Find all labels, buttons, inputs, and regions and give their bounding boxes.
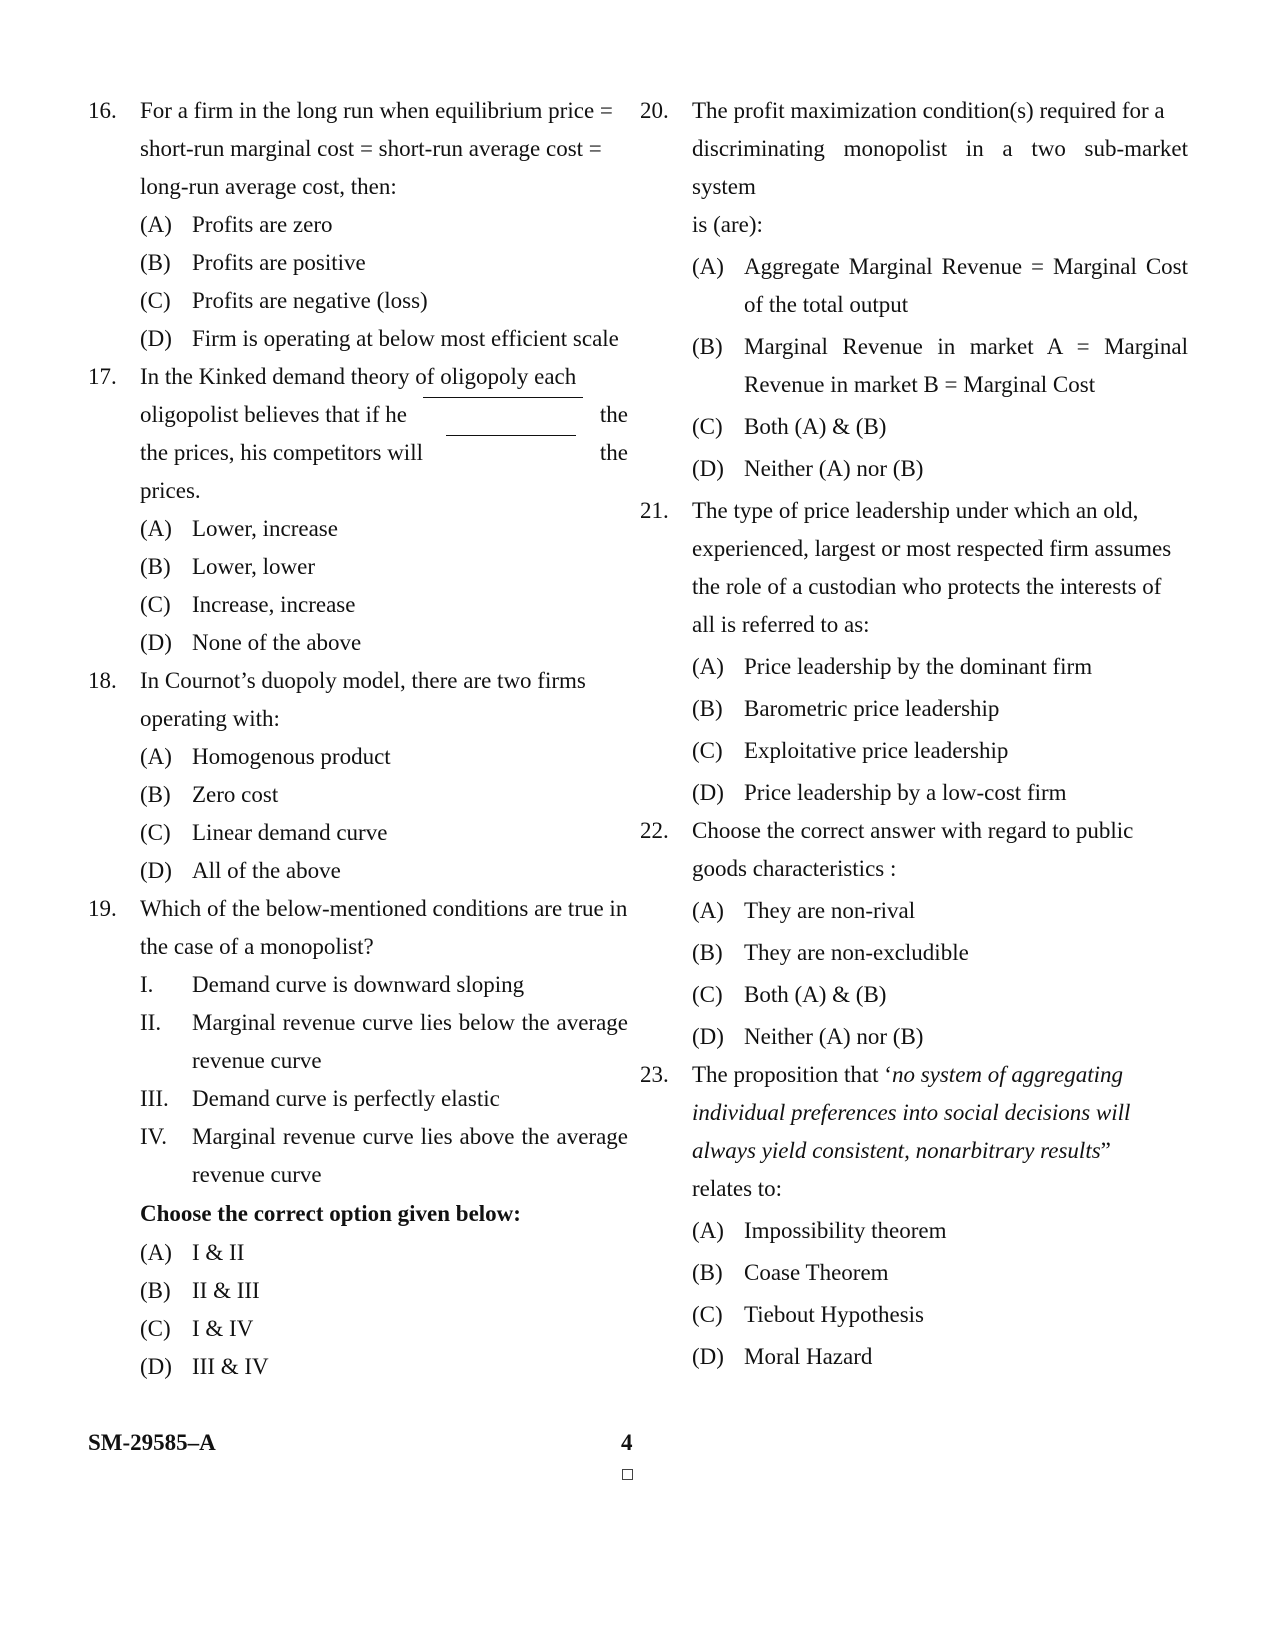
choose-instruction: Choose the correct option given below: [140, 1201, 521, 1226]
question-16 [88, 92, 628, 358]
options-list [140, 738, 628, 890]
right-column [640, 92, 1188, 1376]
statement-label: II. [140, 1010, 162, 1035]
option-label: (D) [140, 1354, 172, 1379]
option-label: (B) [140, 782, 171, 807]
page-number: 4 [621, 1430, 633, 1455]
statement-i [140, 966, 628, 1004]
option-text: Impossibility theorem [744, 1218, 947, 1243]
question-23 [640, 1056, 1188, 1376]
option-text: Both (A) & (B) [744, 414, 887, 439]
statement-iv [140, 1118, 628, 1194]
option-b[interactable] [692, 690, 1188, 728]
option-text: Price leadership by a low-cost firm [744, 780, 1067, 805]
option-text: Marginal Revenue in market A = Marginal Revenue in market B = Marginal Cost [744, 334, 1188, 397]
booklet-code: SM-29585–A [88, 1430, 216, 1455]
options-list [140, 206, 628, 358]
option-label: (C) [140, 1316, 171, 1341]
option-label: (B) [692, 696, 723, 721]
option-text: Coase Theorem [744, 1260, 889, 1285]
option-label: (A) [140, 744, 172, 769]
option-d[interactable] [692, 1018, 1188, 1056]
option-c[interactable] [692, 732, 1188, 770]
option-d[interactable] [140, 852, 628, 890]
question-line: Which of the below-mentioned conditions are true in [140, 896, 628, 921]
option-b[interactable] [140, 244, 628, 282]
question-line: the case of a monopolist? [140, 934, 374, 959]
option-c[interactable] [140, 814, 628, 852]
question-line: all is referred to as: [692, 612, 870, 637]
statement-label: III. [140, 1086, 169, 1111]
question-fragment: ” [1100, 1138, 1111, 1163]
option-text: Homogenous product [192, 744, 391, 769]
question-line: short-run marginal cost = short-run average cost = [140, 136, 602, 161]
question-number: 16. [88, 98, 117, 123]
option-text: III & IV [192, 1354, 269, 1379]
option-text: Moral Hazard [744, 1344, 873, 1369]
option-c[interactable] [140, 586, 628, 624]
option-text: Exploitative price leadership [744, 738, 1009, 763]
question-line: goods characteristics : [692, 856, 897, 881]
option-text: Neither (A) nor (B) [744, 456, 924, 481]
option-text: Zero cost [192, 782, 279, 807]
statement-text: Marginal revenue curve lies above the average revenue curve [192, 1124, 628, 1187]
option-c[interactable] [692, 1296, 1188, 1334]
option-label: (D) [692, 456, 724, 481]
option-label: (A) [692, 1218, 724, 1243]
option-label: (A) [692, 654, 724, 679]
option-label: (C) [140, 592, 171, 617]
option-a[interactable] [692, 248, 1188, 324]
question-line: discriminating monopolist in a two sub-market system [692, 136, 1188, 199]
option-b[interactable] [140, 548, 628, 586]
option-label: (A) [140, 1240, 172, 1265]
option-a[interactable] [140, 1234, 628, 1272]
option-label: (B) [140, 554, 171, 579]
option-d[interactable] [140, 320, 628, 358]
question-number: 23. [640, 1062, 669, 1087]
option-label: (C) [140, 288, 171, 313]
question-text [140, 662, 628, 738]
question-text [692, 92, 1188, 244]
question-line: operating with: [140, 706, 280, 731]
option-text: Linear demand curve [192, 820, 388, 845]
option-d[interactable] [692, 774, 1188, 812]
option-label: (B) [140, 250, 171, 275]
question-21 [640, 492, 1188, 812]
option-label: (C) [692, 414, 723, 439]
question-quote: individual preferences into social decisions will [692, 1100, 1131, 1125]
statement-text: Demand curve is perfectly elastic [192, 1086, 500, 1111]
question-fragment: the [599, 402, 628, 427]
option-label: (C) [692, 738, 723, 763]
question-fragment: the prices, his competitors will [140, 440, 423, 465]
option-a[interactable] [692, 1212, 1188, 1250]
option-text: None of the above [192, 630, 362, 655]
question-number: 18. [88, 668, 117, 693]
option-a[interactable] [140, 738, 628, 776]
option-text: Profits are positive [192, 250, 366, 275]
question-text [140, 890, 628, 966]
option-text: I & II [192, 1240, 245, 1265]
option-text: Barometric price leadership [744, 696, 1000, 721]
question-line: In the Kinked demand theory of oligopoly each [140, 364, 577, 389]
question-line: For a firm in the long run when equilibrium price = [140, 98, 613, 123]
option-label: (C) [692, 982, 723, 1007]
question-text [692, 492, 1188, 644]
options-list [140, 1234, 628, 1386]
question-17 [88, 358, 628, 662]
option-b[interactable] [692, 328, 1188, 404]
option-d[interactable] [692, 1338, 1188, 1376]
statements-list [140, 966, 628, 1194]
option-text: Increase, increase [192, 592, 356, 617]
statement-text: Marginal revenue curve lies below the average revenue curve [192, 1010, 628, 1073]
question-fragment: the [599, 440, 628, 465]
question-line [692, 1056, 1188, 1094]
options-list [140, 510, 628, 662]
option-text: Firm is operating at below most efficient scale [192, 326, 619, 351]
option-label: (D) [140, 326, 172, 351]
option-text: Price leadership by the dominant firm [744, 654, 1093, 679]
statement-label: I. [140, 972, 154, 997]
option-label: (D) [140, 858, 172, 883]
option-text: Lower, lower [192, 554, 315, 579]
option-label: (A) [692, 254, 724, 279]
question-line: the role of a custodian who protects the interests of [692, 574, 1162, 599]
statement-text: Demand curve is downward sloping [192, 972, 525, 997]
option-text: They are non-rival [744, 898, 916, 923]
option-b[interactable] [140, 776, 628, 814]
option-c[interactable] [692, 976, 1188, 1014]
option-label: (D) [692, 780, 724, 805]
left-column [88, 92, 628, 1386]
option-label: (D) [692, 1024, 724, 1049]
option-text: Aggregate Marginal Revenue = Marginal Cost of the total output [744, 254, 1188, 317]
option-text: Lower, increase [192, 516, 338, 541]
question-text [692, 1056, 1188, 1208]
options-list [692, 892, 1188, 1056]
option-a[interactable] [692, 892, 1188, 930]
fill-blank [423, 396, 583, 398]
question-20 [640, 92, 1188, 488]
options-list [692, 648, 1188, 812]
option-a[interactable] [692, 648, 1188, 686]
option-c[interactable] [140, 282, 628, 320]
question-line [140, 396, 628, 434]
option-text: Profits are zero [192, 212, 333, 237]
question-text [692, 812, 1188, 888]
option-text: Neither (A) nor (B) [744, 1024, 924, 1049]
footer-square-mark [622, 1469, 633, 1480]
question-number: 19. [88, 896, 117, 921]
question-number: 22. [640, 818, 669, 843]
options-list [692, 1212, 1188, 1376]
option-text: Profits are negative (loss) [192, 288, 428, 313]
question-line: long-run average cost, then: [140, 174, 397, 199]
option-text: All of the above [192, 858, 341, 883]
statement-ii [140, 1004, 628, 1080]
option-d[interactable] [692, 450, 1188, 488]
option-label: (D) [692, 1344, 724, 1369]
question-line [692, 1132, 1188, 1170]
option-b[interactable] [692, 1254, 1188, 1292]
option-label: (D) [140, 630, 172, 655]
option-label: (C) [692, 1302, 723, 1327]
statement-iii [140, 1080, 628, 1118]
question-line: is (are): [692, 212, 763, 237]
option-text: II & III [192, 1278, 260, 1303]
fill-blank [446, 434, 576, 436]
option-c[interactable] [692, 408, 1188, 446]
option-a[interactable] [140, 206, 628, 244]
question-number: 17. [88, 364, 117, 389]
option-label: (B) [140, 1278, 171, 1303]
options-list [692, 248, 1188, 488]
option-c[interactable] [140, 1310, 628, 1348]
option-text: They are non-excludible [744, 940, 969, 965]
question-line: The profit maximization condition(s) required for a [692, 98, 1165, 123]
option-text: Tiebout Hypothesis [744, 1302, 924, 1327]
question-line: The type of price leadership under which an old, [692, 498, 1139, 523]
question-line [140, 434, 628, 472]
question-text [140, 92, 628, 206]
question-line: experienced, largest or most respected firm assumes [692, 536, 1172, 561]
question-line: relates to: [692, 1176, 783, 1201]
option-label: (B) [692, 940, 723, 965]
question-line: Choose the correct answer with regard to public [692, 818, 1134, 843]
question-number: 20. [640, 98, 669, 123]
option-d[interactable] [140, 1348, 628, 1386]
option-label: (B) [692, 334, 723, 359]
question-text [140, 358, 628, 510]
statement-label: IV. [140, 1124, 168, 1149]
question-line: prices. [140, 478, 201, 503]
question-quote: always yield consistent, nonarbitrary results [692, 1138, 1101, 1163]
option-label: (C) [140, 820, 171, 845]
question-line: In Cournot’s duopoly model, there are two firms [140, 668, 586, 693]
option-b[interactable] [140, 1272, 628, 1310]
question-number: 21. [640, 498, 669, 523]
question-quote: no system of aggregating [891, 1062, 1123, 1087]
question-fragment: The proposition that ‘ [692, 1062, 892, 1087]
question-22 [640, 812, 1188, 1056]
option-text: I & IV [192, 1316, 254, 1341]
option-label: (A) [140, 212, 172, 237]
question-19 [88, 890, 628, 1386]
question-line [692, 1094, 1188, 1132]
option-text: Both (A) & (B) [744, 982, 887, 1007]
option-label: (A) [140, 516, 172, 541]
question-fragment: oligopolist believes that if he [140, 402, 408, 427]
option-a[interactable] [140, 510, 628, 548]
option-b[interactable] [692, 934, 1188, 972]
question-18 [88, 662, 628, 890]
option-d[interactable] [140, 624, 628, 662]
option-label: (B) [692, 1260, 723, 1285]
option-label: (A) [692, 898, 724, 923]
